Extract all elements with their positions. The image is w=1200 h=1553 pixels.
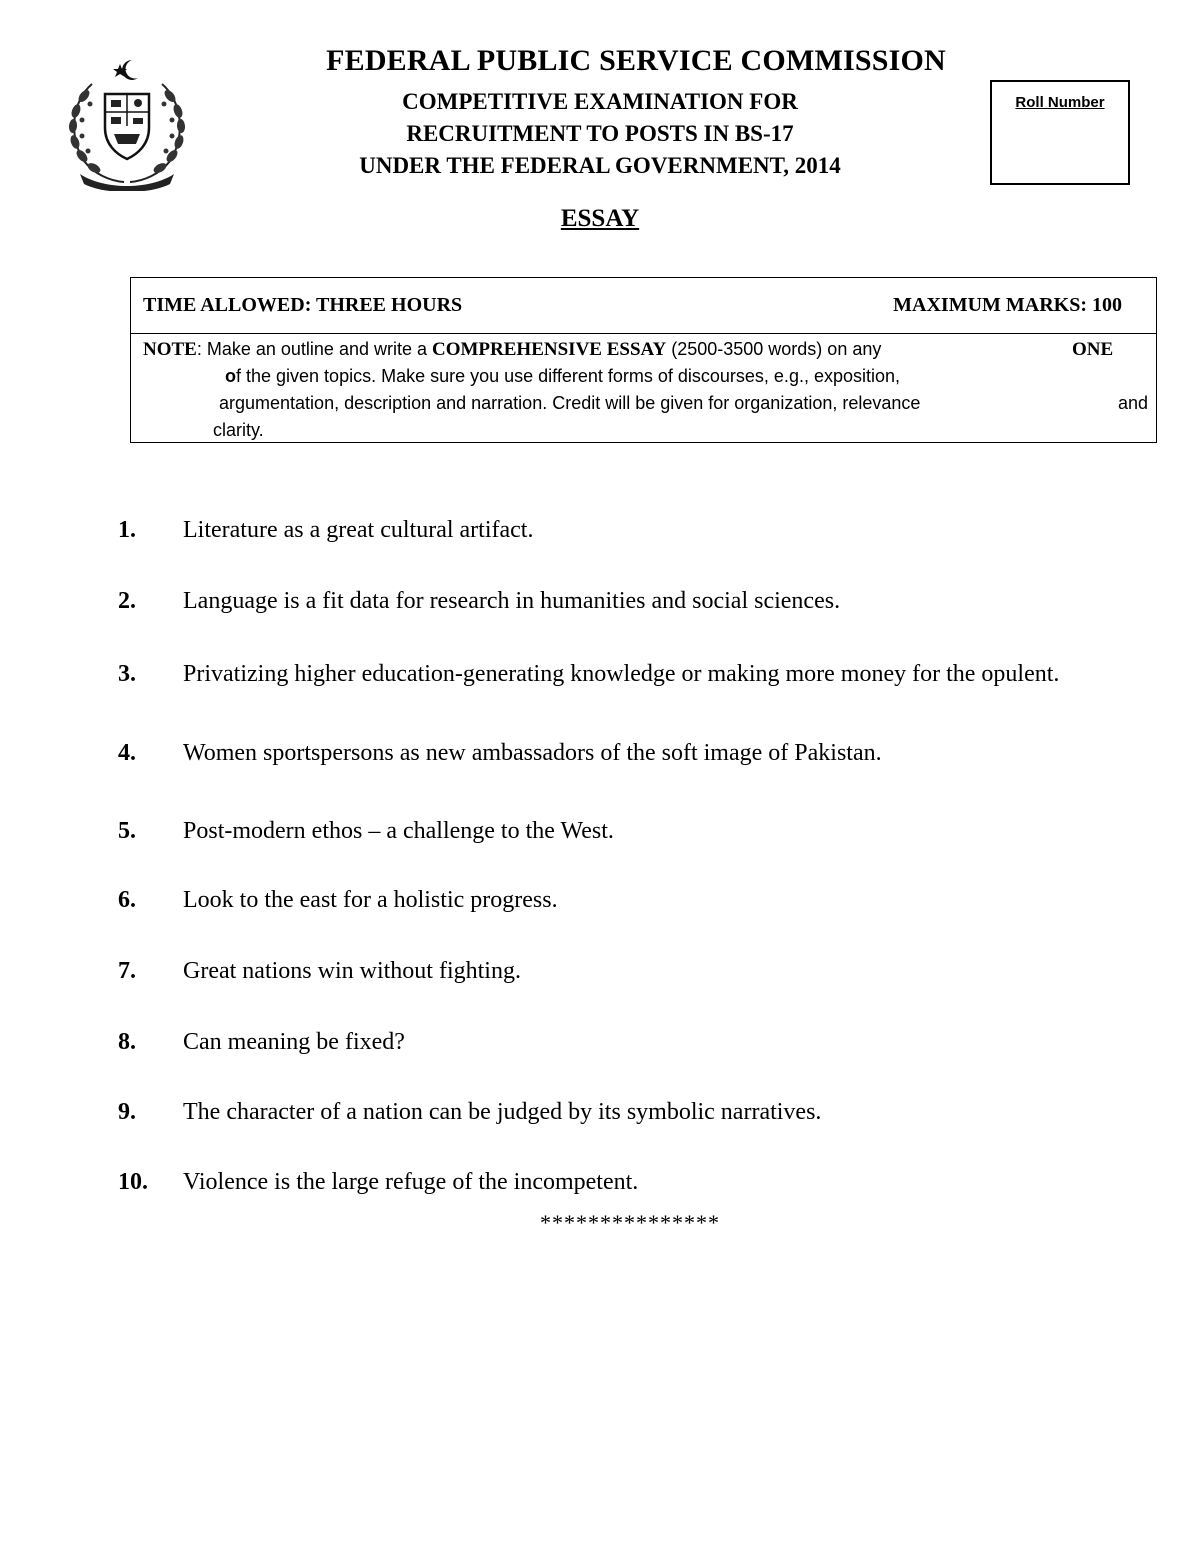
note-line-1 — [143, 336, 1148, 363]
note-line-3 — [143, 390, 1148, 417]
organization-title: FEDERAL PUBLIC SERVICE COMMISSION — [326, 44, 946, 77]
topic-text: The character of a nation can be judged by its symbolic narratives. — [183, 1099, 822, 1125]
note-text-1a: : Make an outline and write a — [196, 339, 432, 359]
exam-title-line-1: COMPETITIVE EXAMINATION FOR — [402, 89, 798, 114]
topic-number: 8. — [118, 1029, 136, 1055]
note-text-1-bold: COMPREHENSIVE ESSAY — [432, 339, 667, 360]
topic-text: Language is a fit data for research in humanities and social sciences. — [183, 588, 841, 614]
divider — [131, 333, 1156, 334]
subject-title: ESSAY — [560, 205, 640, 232]
note-line-2 — [143, 363, 1148, 390]
topic-text: Great nations win without fighting. — [183, 958, 521, 984]
note-block — [143, 336, 1148, 444]
note-label: NOTE — [143, 339, 197, 360]
topic-text: Look to the east for a holistic progress. — [183, 887, 558, 913]
exam-title-line-2: RECRUITMENT TO POSTS IN BS-17 — [406, 121, 794, 146]
topic-number: 9. — [118, 1099, 136, 1125]
note-text-2-bold: o — [225, 366, 236, 386]
topic-text: Women sportspersons as new ambassadors of the soft image of Pakistan. — [183, 740, 882, 766]
topic-text: Post-modern ethos – a challenge to the West. — [183, 818, 614, 844]
topic-number: 4. — [118, 740, 136, 766]
note-text-1b: (2500-3500 words) on any — [666, 339, 882, 359]
topic-number: 7. — [118, 958, 136, 984]
topic-number: 2. — [118, 588, 136, 614]
maximum-marks: MAXIMUM MARKS: 100 — [893, 294, 1122, 316]
topic-number: 5. — [118, 818, 136, 844]
note-text-3-end: and — [1117, 393, 1148, 413]
note-text-4: clarity. — [213, 420, 264, 440]
time-allowed: TIME ALLOWED: THREE HOURS — [143, 294, 463, 316]
topic-text: Privatizing higher education-generating knowledge or making more money for the opulent. — [183, 661, 1060, 687]
roll-number-label: Roll Number — [1015, 94, 1105, 111]
note-text-3: argumentation, description and narration. Credit will be given for organization, relevance — [219, 393, 921, 413]
instructions-box — [130, 277, 1157, 443]
note-text-2: f the given topics. Make sure you use different forms of discourses, e.g., exposition, — [236, 366, 901, 386]
topic-number: 6. — [118, 887, 136, 913]
note-one: ONE — [1072, 339, 1114, 360]
topic-text: Violence is the large refuge of the incompetent. — [183, 1169, 639, 1195]
topic-number: 3. — [118, 661, 136, 687]
exam-title-line-3: UNDER THE FEDERAL GOVERNMENT, 2014 — [359, 153, 841, 178]
topic-text: Literature as a great cultural artifact. — [183, 517, 534, 543]
topic-text: Can meaning be fixed? — [183, 1029, 405, 1055]
note-line-4 — [143, 417, 1148, 444]
topic-number: 10. — [118, 1169, 148, 1195]
end-marker: *************** — [540, 1210, 720, 1235]
topic-number: 1. — [118, 517, 136, 543]
roll-number-box[interactable] — [990, 80, 1130, 185]
